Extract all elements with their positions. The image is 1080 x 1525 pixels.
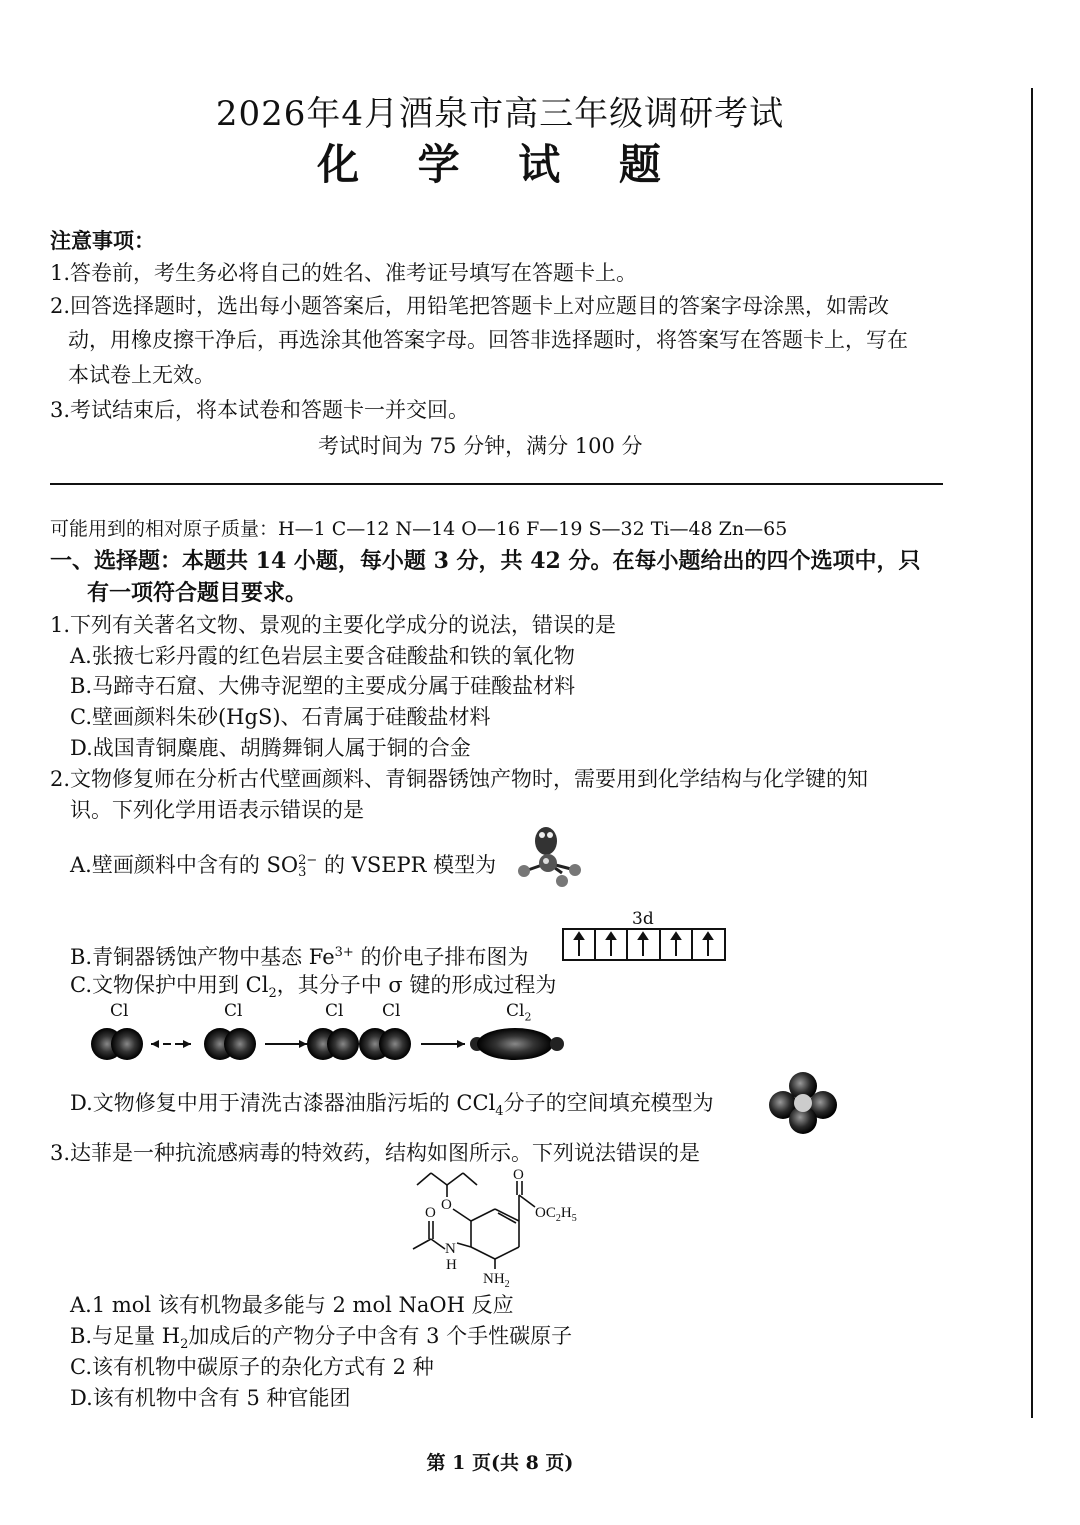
q1-option-b: B.马蹄寺石窟、大佛寺泥塑的主要成分属于硅酸盐材料 (70, 674, 576, 698)
q2-option-b (70, 938, 529, 972)
cl-label-2: Cl (224, 1001, 243, 1021)
oc2h5-sub1: 2 (555, 1213, 561, 1224)
cl2-label-text: Cl (506, 1001, 525, 1021)
section-1-heading-cont: 有一项符合题目要求。 (87, 580, 308, 606)
struct-o-amide: O (425, 1205, 436, 1221)
q3-stem: 3.达菲是一种抗流感病毒的特效药，结构如图所示。下列说法错误的是 (50, 1141, 701, 1165)
page-title: 2026年4月酒泉市高三年级调研考试 (215, 94, 785, 134)
struct-h: H (446, 1257, 457, 1273)
sigma-bond-diagram (85, 1020, 575, 1070)
q2-b-text-end: 的价电子排布图为 (353, 945, 529, 969)
q2-a-sub: 3 (298, 864, 307, 880)
orbital-label: 3d (632, 909, 654, 929)
q3-option-c: C.该有机物中碳原子的杂化方式有 2 种 (70, 1355, 434, 1379)
notice-item-3: 3.考试结束后，将本试卷和答题卡一并交回。 (50, 398, 470, 422)
notice-item-1: 1.答卷前，考生务必将自己的姓名、准考证号填写在答题卡上。 (50, 261, 638, 285)
notice-heading: 注意事项： (50, 228, 155, 253)
nh2-a: NH (483, 1271, 505, 1287)
atomic-mass-text: 可能用到的相对原子质量：H—1 C—12 N—14 O—16 F—19 S—32 Ti—48 Zn—65 (50, 518, 788, 540)
cl-label-4: Cl (382, 1001, 401, 1021)
q1-option-d: D.战国青铜麋鹿、胡腾舞铜人属于铜的合金 (70, 736, 471, 760)
q1-option-c: C.壁画颜料朱砂(HgS)、石青属于硅酸盐材料 (70, 705, 491, 729)
vsepr-model-image (515, 825, 585, 895)
margin-rule (1031, 88, 1033, 1418)
q3-b-sub: 2 (180, 1337, 189, 1353)
cl-label-3: Cl (325, 1001, 344, 1021)
q2-d-text-end: 分子的空间填充模型为 (503, 1091, 714, 1115)
tamiflu-structure (395, 1165, 625, 1290)
q3-b-text-end: 加成后的产物分子中含有 3 个手性碳原子 (188, 1324, 573, 1348)
q2-d-text: D.文物修复中用于清洗古漆器油脂污垢的 CCl (70, 1091, 496, 1115)
page-footer: 第 1 页(共 8 页) (426, 1452, 574, 1474)
q2-c-text: C.文物保护中用到 Cl (70, 973, 269, 997)
exam-time: 考试时间为 75 分钟，满分 100 分 (318, 434, 643, 458)
q3-option-a: A.1 mol 该有机物最多能与 2 mol NaOH 反应 (70, 1293, 514, 1317)
q2-a-sup: 2− (298, 852, 318, 868)
notice-item-2-cont: 动，用橡皮擦干净后，再选涂其他答案字母。回答非选择题时，将答案写在答题卡上，写在 (68, 328, 908, 352)
q1-option-a: A.张掖七彩丹霞的红色岩层主要含硅酸盐和铁的氧化物 (70, 644, 575, 668)
struct-n: N (445, 1241, 456, 1257)
q2-d-sub: 4 (495, 1104, 504, 1120)
section-1-heading: 一、选择题：本题共 14 小题，每小题 3 分，共 42 分。在每小题给出的四个选项中，只 (50, 548, 921, 574)
q2-b-sup: 3+ (334, 945, 354, 960)
oc2h5-a: OC (535, 1205, 556, 1221)
q2-option-c (70, 970, 556, 1009)
nh2-sub: 2 (504, 1279, 510, 1290)
notice-item-2-cont2: 本试卷上无效。 (68, 363, 215, 387)
section-divider (50, 483, 943, 485)
cl2-label-sub: 2 (524, 1010, 532, 1024)
struct-o-ether: O (441, 1197, 452, 1213)
struct-nh2 (483, 1271, 510, 1290)
q2-option-d (70, 1088, 714, 1127)
q3-b-text: B.与足量 H (70, 1324, 181, 1348)
cl-label-1: Cl (110, 1001, 129, 1021)
q2-c-text-end: ，其分子中 σ 键的形成过程为 (276, 973, 557, 997)
q2-a-text-end: 的 VSEPR 模型为 (317, 853, 497, 877)
notice-item-2: 2.回答选择题时，选出每小题答案后，用铅笔把答题卡上对应题目的答案字母涂黑，如需改 (50, 294, 890, 318)
q3-option-d: D.该有机物中含有 5 种官能团 (70, 1386, 351, 1410)
ccl4-space-filling-model (766, 1070, 842, 1136)
subject-title: 化 学 试 题 (317, 140, 683, 189)
q2-c-sub: 2 (268, 986, 277, 1002)
q1-stem: 1.下列有关著名文物、景观的主要化学成分的说法，错误的是 (50, 613, 617, 637)
oc2h5-sub2: 5 (571, 1213, 577, 1224)
q2-b-text: B.青铜器锈蚀产物中基态 Fe (70, 945, 335, 969)
oc2h5-h: H (560, 1205, 572, 1221)
orbital-diagram (562, 928, 727, 962)
q2-stem: 2.文物修复师在分析古代壁画颜料、青铜器锈蚀产物时，需要用到化学结构与化学键的知 (50, 767, 869, 791)
q2-option-a (70, 850, 496, 880)
struct-oc2h5 (535, 1205, 577, 1224)
q2-stem-cont: 识。下列化学用语表示错误的是 (70, 798, 364, 822)
q2-a-text: A.壁画颜料中含有的 SO (70, 853, 299, 877)
atomic-mass-line (50, 514, 787, 544)
struct-o-carbonyl: O (513, 1167, 524, 1183)
